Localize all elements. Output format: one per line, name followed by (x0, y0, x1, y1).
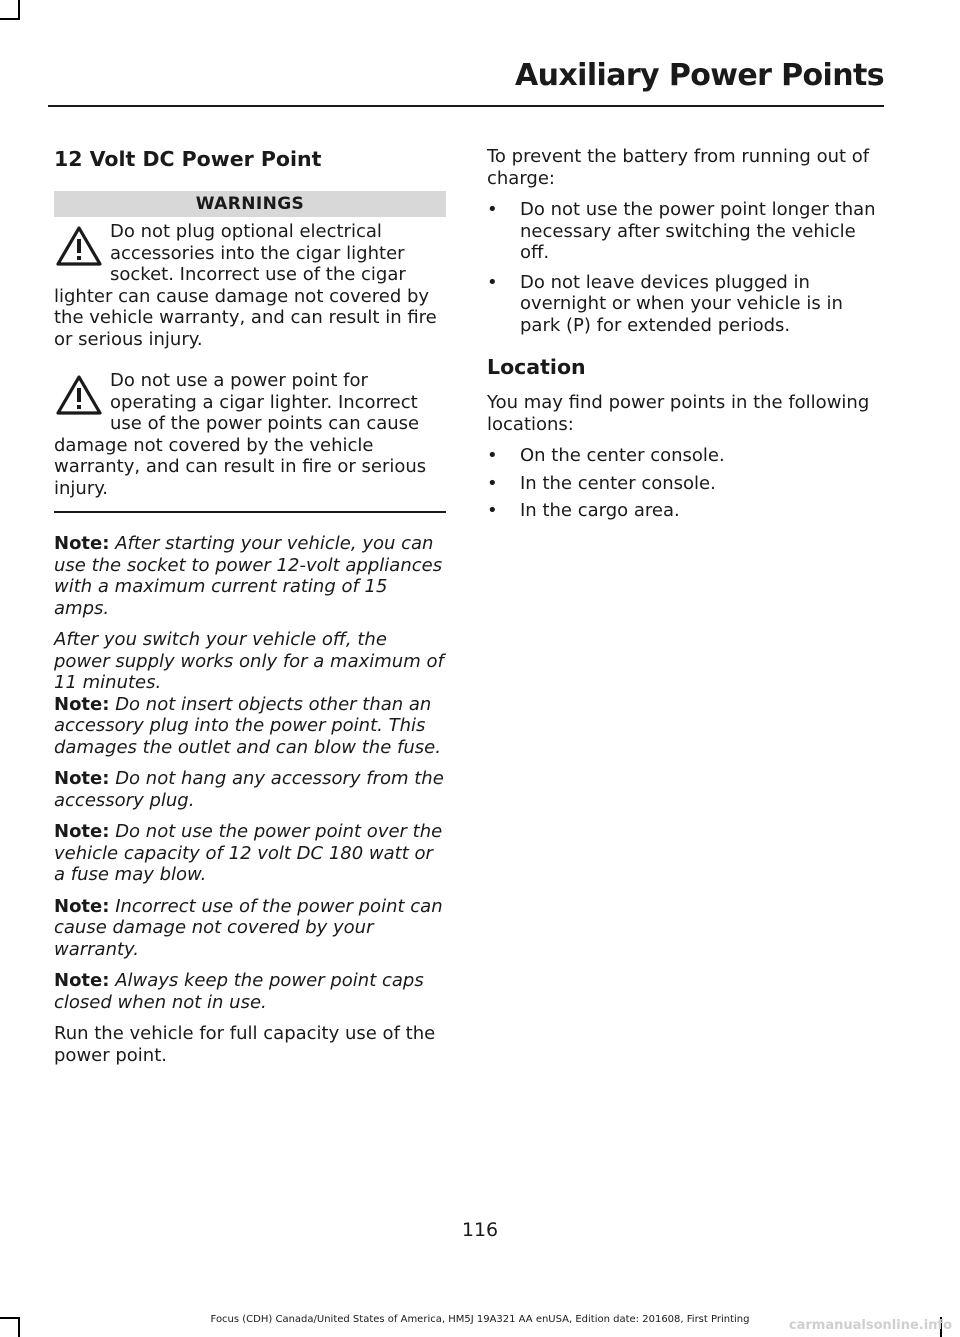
note-label: Note: (54, 768, 110, 789)
location-intro: You may find power points in the following locations: (487, 392, 870, 435)
warning-block (54, 370, 446, 499)
edition-footer: Focus (CDH) Canada/United States of America, HM5J 19A321 AA enUSA, Edition date: 201608, First Printing (210, 1314, 750, 1325)
list-item (487, 473, 879, 495)
list-item-text: Do not leave devices plugged in overnight or when your vehicle is in park (P) for extended periods. (520, 271, 843, 336)
list-item-text: In the cargo area. (520, 500, 680, 521)
bullet: • (487, 472, 498, 494)
warning-text: Do not plug optional electrical accessories into the cigar lighter socket. Incorrect use of the cigar lighter can cause damage not covered by the vehicle warranty, and can result in fire or serious injury. (54, 221, 437, 350)
note-paragraph (54, 896, 446, 961)
bullet: • (487, 445, 498, 466)
note-text: After starting your vehicle, you can use the socket to power 12-volt appliances with a maximum current rating of 15 amps. (54, 533, 443, 619)
bullet: • (487, 271, 498, 293)
list-item (487, 199, 879, 264)
note-text: Incorrect use of the power point can cause damage not covered by your warranty. (54, 895, 443, 960)
right-column (487, 146, 879, 532)
page-title: Auxiliary Power Points (515, 58, 884, 93)
warning-block (54, 221, 446, 350)
warnings-end-rule (54, 499, 446, 513)
note-label: Note: (54, 533, 110, 554)
crop-mark (0, 18, 20, 20)
note-label: Note: (54, 970, 110, 991)
list-item-text: In the center console. (520, 472, 716, 494)
crop-mark (18, 0, 20, 20)
warning-triangle-icon (54, 224, 104, 268)
list-item (487, 445, 879, 467)
note-label: Note: (54, 895, 110, 917)
note-label: Note: (54, 821, 110, 842)
page-number: 116 (461, 1219, 499, 1241)
note-paragraph (54, 694, 446, 759)
header-rule (48, 105, 884, 107)
list-item-text: Do not use the power point longer than necessary after switching the vehicle off. (520, 199, 876, 263)
closing-paragraph: Run the vehicle for full capacity use of the power point. (54, 1023, 436, 1066)
note-text: Do not hang any accessory from the accessory plug. (54, 768, 444, 811)
note-text: Do not use the power point over the vehicle capacity of 12 volt DC 180 watt or a fuse may blow. (54, 821, 443, 885)
location-title: Location (487, 355, 586, 379)
note-paragraph (54, 768, 446, 811)
section-title: 12 Volt DC Power Point (54, 147, 322, 171)
location-bullet-list (487, 445, 879, 522)
warning-triangle-icon (54, 373, 104, 417)
list-item (487, 500, 879, 522)
note-label: Note: (54, 693, 110, 715)
watermark: carmanualsonline.info (788, 1318, 952, 1333)
warnings-heading: WARNINGS (54, 191, 446, 217)
note-paragraph (54, 970, 446, 1013)
note-text: Always keep the power point caps closed when not in use. (54, 970, 424, 1013)
note-paragraph (54, 533, 446, 619)
list-item-text: On the center console. (520, 445, 725, 466)
list-item (487, 272, 879, 337)
battery-bullet-list (487, 199, 879, 336)
warning-text: Do not use a power point for operating a cigar lighter. Incorrect use of the power points can cause damage not covered by the vehicle warranty, and can result in fire or serious injury. (54, 370, 427, 499)
battery-intro: To prevent the battery from running out of charge: (487, 146, 870, 189)
italic-paragraph: After you switch your vehicle off, the power supply works only for a maximum of 11 minutes. (54, 629, 444, 693)
bullet: • (487, 199, 498, 220)
note-paragraph (54, 821, 446, 886)
left-column (54, 146, 446, 1076)
note-text: Do not insert objects other than an accessory plug into the power point. This damages the outlet and can blow the fuse. (54, 693, 441, 758)
bullet: • (487, 500, 498, 521)
